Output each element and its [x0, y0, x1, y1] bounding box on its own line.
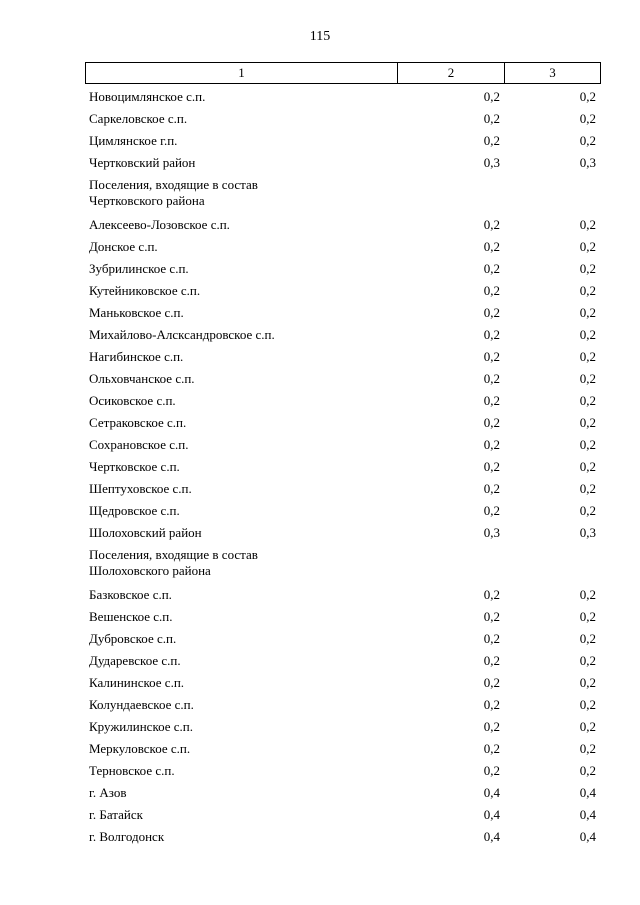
row-value-col-3: 0,3 [579, 525, 596, 540]
row-value-col-3: 0,2 [579, 631, 596, 646]
row-value-col-3: 0,2 [579, 719, 596, 734]
row-name: Ольховчанское с.п. [89, 371, 195, 386]
row-name: Кутейниковское с.п. [89, 283, 201, 298]
row-value-col-3: 0,2 [579, 393, 596, 408]
row-value-col-2: 0,2 [483, 239, 500, 254]
row-name: Нагибинское с.п. [89, 349, 184, 364]
table-row [0, 456, 640, 478]
header-col-2: 2 [398, 63, 505, 84]
row-value-col-3: 0,2 [579, 261, 596, 276]
table-row [0, 236, 640, 258]
row-name: Дубровское с.п. [89, 631, 177, 646]
table-row [0, 826, 640, 848]
row-value-col-2: 0,3 [483, 525, 500, 540]
table-row [0, 130, 640, 152]
row-value-col-2: 0,2 [483, 763, 500, 778]
table-row [0, 544, 640, 584]
row-name: Алексеево-Лозовское с.п. [89, 217, 230, 232]
row-value-col-3: 0,2 [579, 609, 596, 624]
table-row [0, 390, 640, 412]
row-value-col-2: 0,2 [483, 89, 500, 104]
row-name: Сетраковское с.п. [89, 415, 187, 430]
row-name: г. Батайск [89, 807, 143, 822]
row-name: Сохрановское с.п. [89, 437, 189, 452]
table-row [0, 324, 640, 346]
row-value-col-2: 0,4 [483, 785, 500, 800]
row-value-col-2: 0,2 [483, 587, 500, 602]
table-row [0, 500, 640, 522]
row-value-col-2: 0,2 [483, 133, 500, 148]
row-value-col-2: 0,2 [483, 609, 500, 624]
table-row [0, 804, 640, 826]
row-value-col-3: 0,3 [579, 155, 596, 170]
row-value-col-2: 0,2 [483, 437, 500, 452]
row-value-col-3: 0,2 [579, 239, 596, 254]
page-number: 115 [309, 29, 331, 44]
row-value-col-2: 0,2 [483, 111, 500, 126]
row-value-col-2: 0,3 [483, 155, 500, 170]
table-row [0, 522, 640, 544]
row-name: Осиковское с.п. [89, 393, 176, 408]
table-row [0, 152, 640, 174]
table-row [0, 86, 640, 108]
row-value-col-2: 0,2 [483, 719, 500, 734]
row-value-col-2: 0,2 [483, 349, 500, 364]
row-value-col-2: 0,2 [483, 459, 500, 474]
row-name: Базковское с.п. [89, 587, 172, 602]
row-value-col-3: 0,2 [579, 89, 596, 104]
table-row [0, 258, 640, 280]
table-row [0, 346, 640, 368]
header-row [86, 63, 601, 84]
row-name: г. Волгодонск [89, 829, 165, 844]
row-value-col-3: 0,2 [579, 481, 596, 496]
row-value-col-2: 0,2 [483, 371, 500, 386]
row-value-col-3: 0,2 [579, 371, 596, 386]
table-row [0, 606, 640, 628]
row-value-col-3: 0,2 [579, 327, 596, 342]
row-value-col-2: 0,2 [483, 653, 500, 668]
row-value-col-2: 0,4 [483, 807, 500, 822]
row-value-col-3: 0,2 [579, 217, 596, 232]
row-name: г. Азов [89, 785, 127, 800]
table-row [0, 694, 640, 716]
table-row [0, 628, 640, 650]
row-value-col-3: 0,2 [579, 459, 596, 474]
row-value-col-3: 0,2 [579, 349, 596, 364]
row-value-col-3: 0,2 [579, 587, 596, 602]
row-value-col-2: 0,2 [483, 217, 500, 232]
row-name: Щедровское с.п. [89, 503, 180, 518]
row-name: Шолоховский район [89, 525, 202, 540]
row-name: Шептуховское с.п. [89, 481, 192, 496]
table-row [0, 108, 640, 130]
table-row [0, 280, 640, 302]
row-name: Донское с.п. [89, 239, 158, 254]
row-value-col-3: 0,2 [579, 653, 596, 668]
row-value-col-2: 0,2 [483, 503, 500, 518]
table-row [0, 672, 640, 694]
table-row [0, 650, 640, 672]
row-name: Вешенское с.п. [89, 609, 173, 624]
row-value-col-2: 0,2 [483, 393, 500, 408]
row-value-col-3: 0,2 [579, 437, 596, 452]
header-col-1: 1 [86, 63, 398, 84]
row-name: Меркуловское с.п. [89, 741, 191, 756]
table-row [0, 302, 640, 324]
row-name: Чертковское с.п. [89, 459, 180, 474]
table-row [0, 174, 640, 214]
row-value-col-2: 0,2 [483, 741, 500, 756]
row-value-col-2: 0,2 [483, 675, 500, 690]
row-value-col-2: 0,2 [483, 415, 500, 430]
row-name: Колундаевское с.п. [89, 697, 194, 712]
row-value-col-3: 0,2 [579, 111, 596, 126]
row-name: Саркеловское с.п. [89, 111, 188, 126]
row-name: Поселения, входящие в состав Шолоховского района [89, 547, 258, 578]
table-row [0, 716, 640, 738]
row-name: Новоцимлянское с.п. [89, 89, 206, 104]
row-value-col-3: 0,4 [579, 829, 596, 844]
table-row [0, 434, 640, 456]
header-col-3: 3 [505, 63, 601, 84]
row-value-col-3: 0,4 [579, 785, 596, 800]
row-name: Калининское с.п. [89, 675, 185, 690]
row-value-col-2: 0,2 [483, 697, 500, 712]
table-row [0, 478, 640, 500]
row-value-col-2: 0,4 [483, 829, 500, 844]
table-row [0, 782, 640, 804]
row-value-col-2: 0,2 [483, 631, 500, 646]
table-row [0, 760, 640, 782]
table-body [0, 86, 640, 848]
table-row [0, 214, 640, 236]
row-name: Чертковский район [89, 155, 196, 170]
row-value-col-3: 0,2 [579, 305, 596, 320]
row-name: Кружилинское с.п. [89, 719, 193, 734]
row-name: Терновское с.п. [89, 763, 175, 778]
row-value-col-3: 0,2 [579, 415, 596, 430]
row-value-col-3: 0,2 [579, 741, 596, 756]
row-name: Поселения, входящие в состав Чертковского района [89, 177, 258, 208]
row-name: Зубрилинское с.п. [89, 261, 189, 276]
row-name: Михайлово-Алсксандровское с.п. [89, 327, 275, 342]
row-name: Дударевское с.п. [89, 653, 181, 668]
row-value-col-2: 0,2 [483, 283, 500, 298]
row-name: Цимлянское г.п. [89, 133, 178, 148]
table-row [0, 412, 640, 434]
row-value-col-2: 0,2 [483, 481, 500, 496]
table-row [0, 738, 640, 760]
row-value-col-3: 0,2 [579, 503, 596, 518]
table-row [0, 584, 640, 606]
row-value-col-3: 0,2 [579, 697, 596, 712]
row-value-col-2: 0,2 [483, 261, 500, 276]
row-value-col-3: 0,2 [579, 133, 596, 148]
table-header [85, 62, 601, 84]
row-name: Маньковское с.п. [89, 305, 184, 320]
row-value-col-2: 0,2 [483, 305, 500, 320]
row-value-col-2: 0,2 [483, 327, 500, 342]
row-value-col-3: 0,2 [579, 763, 596, 778]
row-value-col-3: 0,4 [579, 807, 596, 822]
row-value-col-3: 0,2 [579, 675, 596, 690]
row-value-col-3: 0,2 [579, 283, 596, 298]
table-row [0, 368, 640, 390]
